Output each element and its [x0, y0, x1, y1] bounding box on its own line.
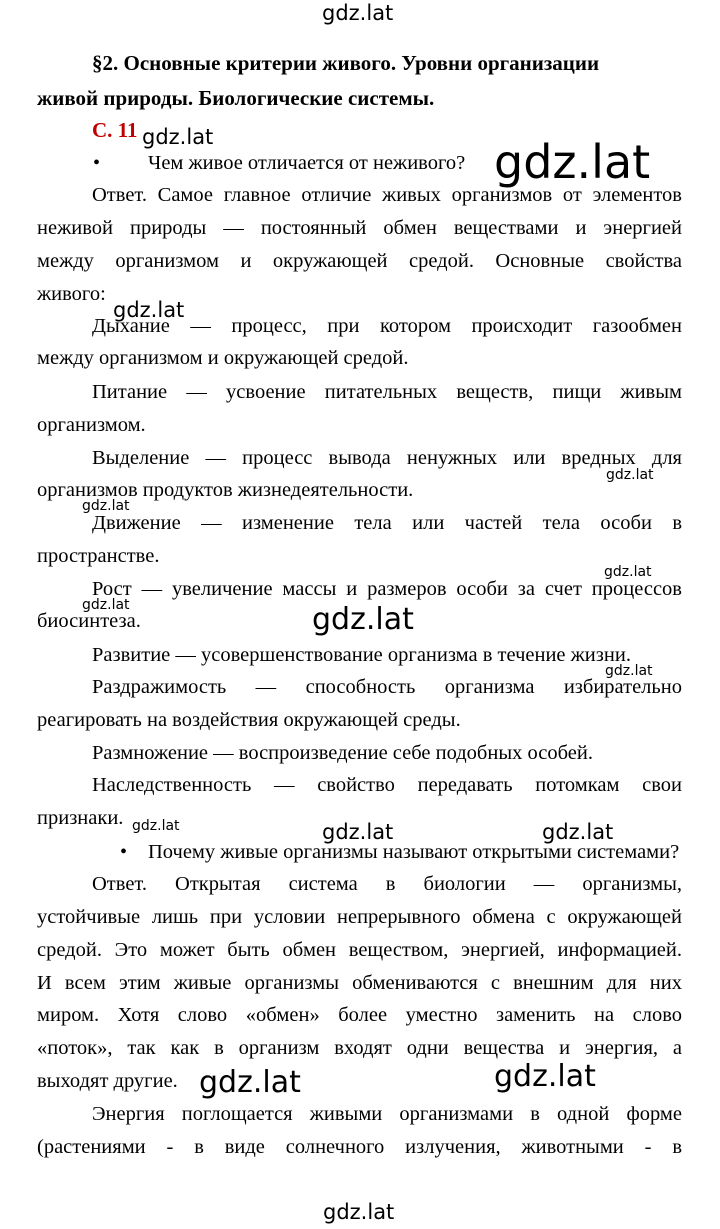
answer-2-line: устойчивые лишь при условии непрерывного обмена с окружающей: [37, 906, 682, 928]
answer-1-line: пространстве.: [37, 545, 160, 567]
answer-1-line: между организмом и окружающей средой.: [37, 347, 409, 369]
watermark: gdz.lat: [82, 597, 130, 613]
answer-2-line: Ответ. Открытая система в биологии — организмы,: [92, 873, 682, 895]
answer-1-line: Дыхание — процесс, при котором происходит газообмен: [92, 315, 682, 337]
section-label: С. 11: [92, 118, 138, 142]
watermark: gdz.lat: [199, 1065, 301, 1100]
answer-1-line: Питание — усвоение питательных веществ, пищи живым: [92, 381, 682, 403]
bullet-icon: •: [93, 152, 101, 174]
answer-1-line: неживой природы — постоянный обмен веществами и энергией: [37, 217, 682, 239]
watermark: gdz.lat: [322, 820, 394, 844]
watermark: gdz.lat: [606, 467, 654, 483]
answer-1-line: между организмом и окружающей средой. Основные свойства: [37, 250, 682, 272]
answer-1-line: Рост — увеличение массы и размеров особи за счет процессов: [92, 578, 682, 600]
watermark: gdz.lat: [132, 818, 180, 834]
answer-1-line: признаки.: [37, 807, 124, 829]
answer-1-line: организмом.: [37, 414, 146, 436]
watermark: gdz.lat: [322, 1, 394, 25]
watermark: gdz.lat: [604, 564, 652, 580]
answer-2-line: миром. Хотя слово «обмен» более уместно заменить на слово: [37, 1004, 682, 1026]
watermark: gdz.lat: [542, 820, 614, 844]
watermark: gdz.lat: [494, 1059, 596, 1094]
answer-1-line: Раздражимость — способность организма избирательно: [92, 676, 682, 698]
answer-1-line: живого:: [37, 283, 106, 305]
answer-1-line: реагировать на воздействия окружающей среды.: [37, 709, 461, 731]
answer-1-line: Выделение — процесс вывода ненужных или вредных для: [92, 447, 682, 469]
watermark: gdz.lat: [323, 1200, 395, 1224]
answer-1-line: Наследственность — свойство передавать потомкам свои: [92, 774, 682, 796]
watermark: gdz.lat: [605, 663, 653, 679]
watermark: gdz.lat: [142, 125, 214, 149]
answer-2-line: выходят другие.: [37, 1070, 178, 1092]
bullet-icon: •: [120, 841, 128, 863]
watermark: gdz.lat: [312, 602, 414, 637]
watermark: gdz.lat: [82, 498, 130, 514]
watermark: gdz.lat: [113, 298, 185, 322]
question-2: Почему живые организмы называют открытыми системами?: [148, 841, 680, 863]
question-1: Чем живое отличается от неживого?: [148, 152, 466, 174]
page-title-line-2: живой природы. Биологические системы.: [37, 86, 435, 110]
watermark: gdz.lat: [494, 135, 651, 189]
answer-2-line: Энергия поглощается живыми организмами в одной форме: [92, 1103, 682, 1125]
answer-1-line: Развитие — усовершенствование организма в течение жизни.: [92, 644, 631, 666]
answer-1-line: организмов продуктов жизнедеятельности.: [37, 479, 414, 501]
page-title-line-1: §2. Основные критерии живого. Уровни организации: [92, 51, 600, 75]
answer-1-line: биосинтеза.: [37, 610, 141, 632]
answer-2-line: средой. Это может быть обмен веществом, энергией, информацией.: [37, 939, 682, 961]
answer-1-line: Размножение — воспроизведение себе подобных особей.: [92, 742, 593, 764]
answer-1-line: Движение — изменение тела или частей тела особи в: [92, 512, 682, 534]
answer-2-line: (растениями - в виде солнечного излучения, животными - в: [37, 1136, 682, 1158]
answer-2-line: И всем этим живые организмы обмениваются с внешним для них: [37, 972, 682, 994]
answer-1-line: Ответ. Самое главное отличие живых организмов от элементов: [92, 184, 682, 206]
answer-2-line: «поток», так как в организм входят одни вещества и энергия, а: [37, 1037, 682, 1059]
